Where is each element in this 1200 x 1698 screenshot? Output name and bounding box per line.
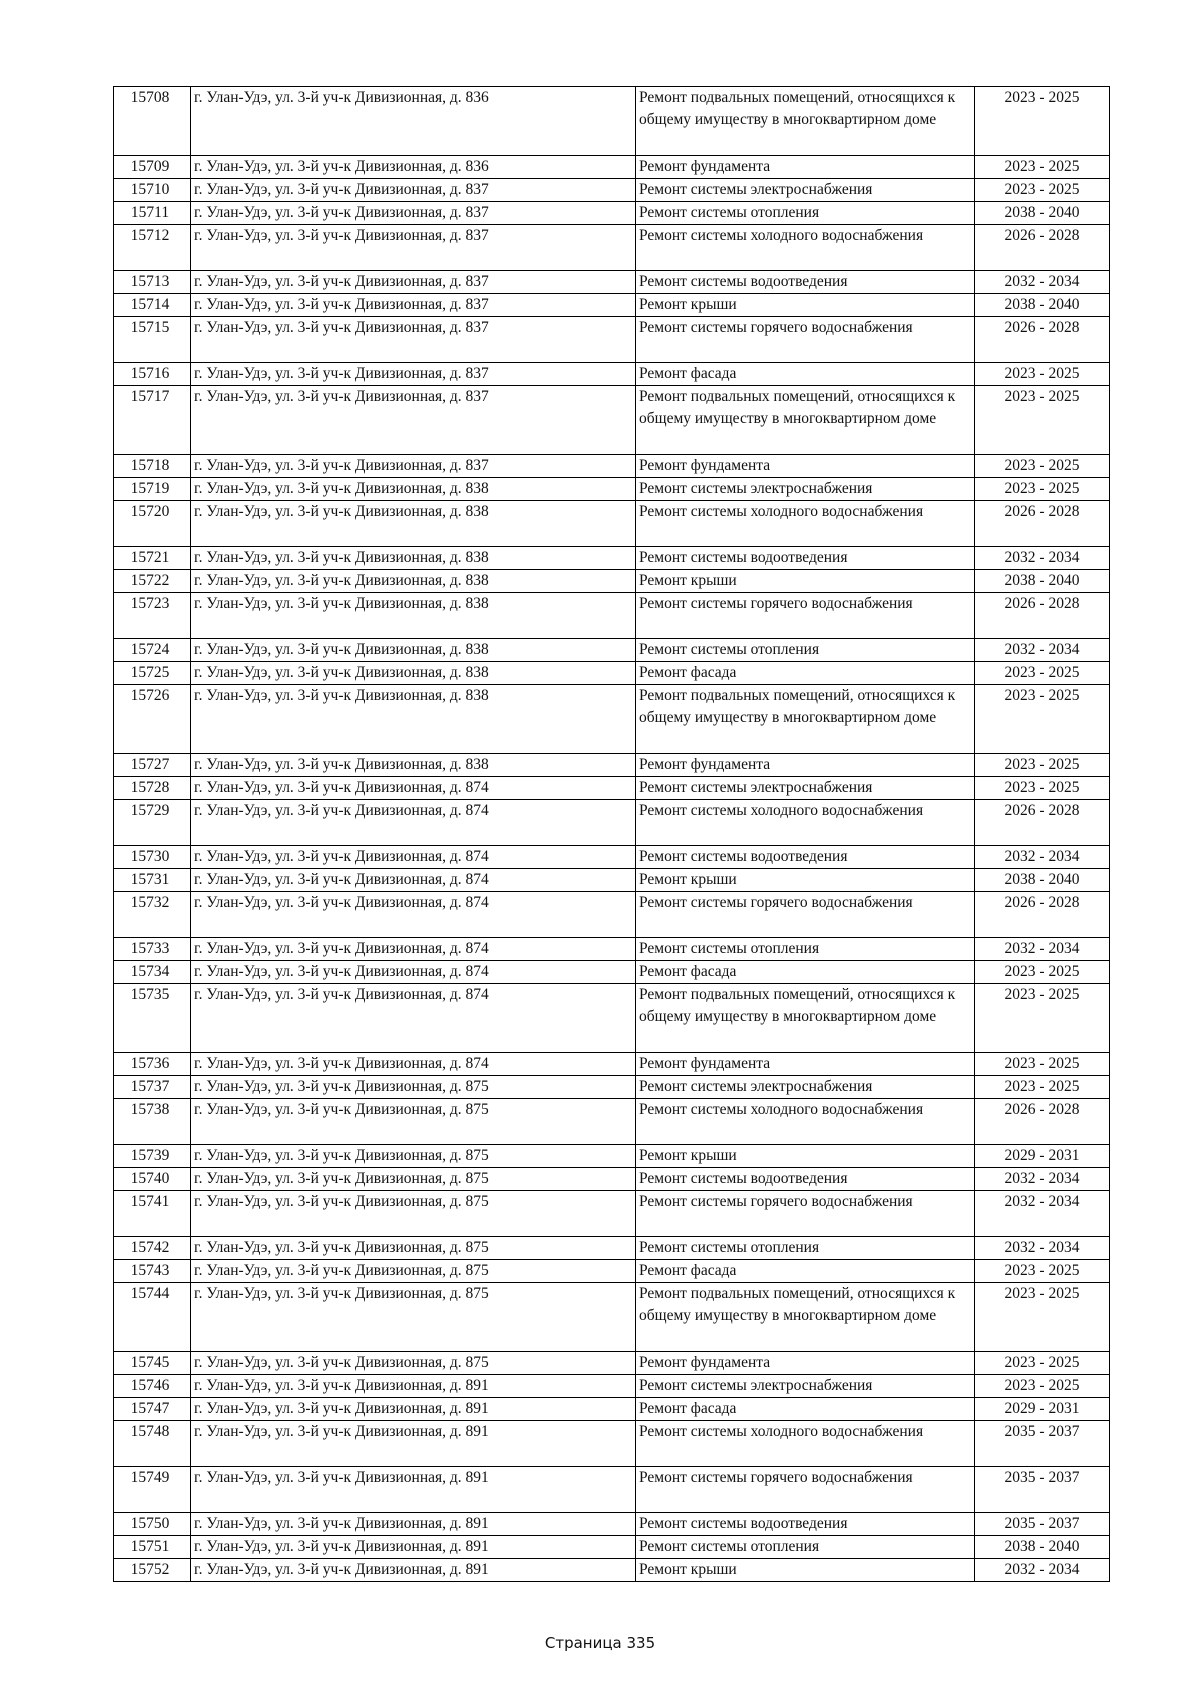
work-type-cell: Ремонт системы электроснабжения — [636, 1076, 975, 1099]
row-number-cell: 15751 — [114, 1536, 191, 1559]
work-type-cell: Ремонт системы водоотведения — [636, 271, 975, 294]
address-cell: г. Улан-Удэ, ул. 3-й уч-к Дивизионная, д. 837 — [191, 202, 636, 225]
row-number-cell: 15733 — [114, 938, 191, 961]
table-row — [114, 455, 1110, 478]
address-cell: г. Улан-Удэ, ул. 3-й уч-к Дивизионная, д. 874 — [191, 1053, 636, 1076]
period-cell: 2023 - 2025 — [975, 685, 1110, 754]
period-cell: 2029 - 2031 — [975, 1398, 1110, 1421]
address-cell: г. Улан-Удэ, ул. 3-й уч-к Дивизионная, д. 875 — [191, 1168, 636, 1191]
row-number-cell: 15710 — [114, 179, 191, 202]
work-type-cell: Ремонт системы горячего водоснабжения — [636, 892, 975, 938]
address-cell: г. Улан-Удэ, ул. 3-й уч-к Дивизионная, д. 836 — [191, 156, 636, 179]
period-cell: 2023 - 2025 — [975, 1076, 1110, 1099]
table-row — [114, 685, 1110, 754]
repair-schedule-table — [113, 86, 1110, 1582]
period-cell: 2023 - 2025 — [975, 984, 1110, 1053]
table-row — [114, 1076, 1110, 1099]
period-cell: 2029 - 2031 — [975, 1145, 1110, 1168]
table-row — [114, 1467, 1110, 1513]
period-cell: 2032 - 2034 — [975, 1168, 1110, 1191]
table-row — [114, 1145, 1110, 1168]
period-cell: 2023 - 2025 — [975, 179, 1110, 202]
table-row — [114, 386, 1110, 455]
work-type-cell: Ремонт системы водоотведения — [636, 1168, 975, 1191]
period-cell: 2026 - 2028 — [975, 892, 1110, 938]
period-cell: 2023 - 2025 — [975, 1260, 1110, 1283]
period-cell: 2026 - 2028 — [975, 1099, 1110, 1145]
period-cell: 2023 - 2025 — [975, 1283, 1110, 1352]
work-type-cell: Ремонт подвальных помещений, относящихся к общему имуществу в многоквартирном доме — [636, 87, 975, 156]
work-type-cell: Ремонт подвальных помещений, относящихся к общему имуществу в многоквартирном доме — [636, 1283, 975, 1352]
row-number-cell: 15735 — [114, 984, 191, 1053]
table-row — [114, 179, 1110, 202]
period-cell: 2023 - 2025 — [975, 478, 1110, 501]
table-row — [114, 984, 1110, 1053]
table-row — [114, 87, 1110, 156]
period-cell: 2023 - 2025 — [975, 777, 1110, 800]
row-number-cell: 15708 — [114, 87, 191, 156]
work-type-cell: Ремонт системы холодного водоснабжения — [636, 501, 975, 547]
work-type-cell: Ремонт подвальных помещений, относящихся к общему имуществу в многоквартирном доме — [636, 386, 975, 455]
period-cell: 2038 - 2040 — [975, 570, 1110, 593]
period-cell: 2023 - 2025 — [975, 1053, 1110, 1076]
table-row — [114, 570, 1110, 593]
period-cell: 2038 - 2040 — [975, 869, 1110, 892]
row-number-cell: 15718 — [114, 455, 191, 478]
row-number-cell: 15712 — [114, 225, 191, 271]
period-cell: 2026 - 2028 — [975, 800, 1110, 846]
address-cell: г. Улан-Удэ, ул. 3-й уч-к Дивизионная, д. 838 — [191, 754, 636, 777]
table-row — [114, 846, 1110, 869]
work-type-cell: Ремонт фундамента — [636, 1352, 975, 1375]
table-row — [114, 869, 1110, 892]
period-cell: 2032 - 2034 — [975, 547, 1110, 570]
period-cell: 2038 - 2040 — [975, 1536, 1110, 1559]
address-cell: г. Улан-Удэ, ул. 3-й уч-к Дивизионная, д. 838 — [191, 593, 636, 639]
table-row — [114, 156, 1110, 179]
row-number-cell: 15732 — [114, 892, 191, 938]
work-type-cell: Ремонт системы холодного водоснабжения — [636, 800, 975, 846]
table-row — [114, 294, 1110, 317]
period-cell: 2023 - 2025 — [975, 455, 1110, 478]
row-number-cell: 15721 — [114, 547, 191, 570]
row-number-cell: 15726 — [114, 685, 191, 754]
table-row — [114, 1099, 1110, 1145]
work-type-cell: Ремонт системы холодного водоснабжения — [636, 225, 975, 271]
period-cell: 2035 - 2037 — [975, 1421, 1110, 1467]
address-cell: г. Улан-Удэ, ул. 3-й уч-к Дивизионная, д. 874 — [191, 777, 636, 800]
table-row — [114, 1191, 1110, 1237]
period-cell: 2026 - 2028 — [975, 593, 1110, 639]
address-cell: г. Улан-Удэ, ул. 3-й уч-к Дивизионная, д. 838 — [191, 570, 636, 593]
period-cell: 2032 - 2034 — [975, 1237, 1110, 1260]
table-row — [114, 363, 1110, 386]
work-type-cell: Ремонт подвальных помещений, относящихся к общему имуществу в многоквартирном доме — [636, 984, 975, 1053]
period-cell: 2026 - 2028 — [975, 501, 1110, 547]
work-type-cell: Ремонт системы отопления — [636, 202, 975, 225]
work-type-cell: Ремонт системы горячего водоснабжения — [636, 1191, 975, 1237]
work-type-cell: Ремонт системы отопления — [636, 1237, 975, 1260]
work-type-cell: Ремонт фундамента — [636, 156, 975, 179]
address-cell: г. Улан-Удэ, ул. 3-й уч-к Дивизионная, д. 837 — [191, 317, 636, 363]
table-row — [114, 1260, 1110, 1283]
row-number-cell: 15738 — [114, 1099, 191, 1145]
period-cell: 2023 - 2025 — [975, 386, 1110, 455]
period-cell: 2038 - 2040 — [975, 202, 1110, 225]
address-cell: г. Улан-Удэ, ул. 3-й уч-к Дивизионная, д. 837 — [191, 386, 636, 455]
table-row — [114, 777, 1110, 800]
address-cell: г. Улан-Удэ, ул. 3-й уч-к Дивизионная, д. 838 — [191, 501, 636, 547]
row-number-cell: 15750 — [114, 1513, 191, 1536]
address-cell: г. Улан-Удэ, ул. 3-й уч-к Дивизионная, д. 836 — [191, 87, 636, 156]
address-cell: г. Улан-Удэ, ул. 3-й уч-к Дивизионная, д. 891 — [191, 1467, 636, 1513]
work-type-cell: Ремонт системы горячего водоснабжения — [636, 593, 975, 639]
row-number-cell: 15711 — [114, 202, 191, 225]
period-cell: 2035 - 2037 — [975, 1513, 1110, 1536]
row-number-cell: 15752 — [114, 1559, 191, 1582]
table-row — [114, 1168, 1110, 1191]
table-row — [114, 1536, 1110, 1559]
address-cell: г. Улан-Удэ, ул. 3-й уч-к Дивизионная, д. 838 — [191, 478, 636, 501]
row-number-cell: 15715 — [114, 317, 191, 363]
table-row — [114, 1237, 1110, 1260]
row-number-cell: 15723 — [114, 593, 191, 639]
address-cell: г. Улан-Удэ, ул. 3-й уч-к Дивизионная, д. 875 — [191, 1191, 636, 1237]
period-cell: 2023 - 2025 — [975, 363, 1110, 386]
row-number-cell: 15724 — [114, 639, 191, 662]
table-row — [114, 478, 1110, 501]
work-type-cell: Ремонт системы водоотведения — [636, 1513, 975, 1536]
address-cell: г. Улан-Удэ, ул. 3-й уч-к Дивизионная, д. 874 — [191, 892, 636, 938]
work-type-cell: Ремонт системы отопления — [636, 1536, 975, 1559]
work-type-cell: Ремонт фундамента — [636, 754, 975, 777]
period-cell: 2032 - 2034 — [975, 1191, 1110, 1237]
period-cell: 2032 - 2034 — [975, 846, 1110, 869]
work-type-cell: Ремонт системы электроснабжения — [636, 478, 975, 501]
table-row — [114, 1398, 1110, 1421]
address-cell: г. Улан-Удэ, ул. 3-й уч-к Дивизионная, д. 837 — [191, 455, 636, 478]
work-type-cell: Ремонт фасада — [636, 662, 975, 685]
period-cell: 2023 - 2025 — [975, 1375, 1110, 1398]
row-number-cell: 15736 — [114, 1053, 191, 1076]
address-cell: г. Улан-Удэ, ул. 3-й уч-к Дивизионная, д. 837 — [191, 363, 636, 386]
address-cell: г. Улан-Удэ, ул. 3-й уч-к Дивизионная, д. 875 — [191, 1352, 636, 1375]
address-cell: г. Улан-Удэ, ул. 3-й уч-к Дивизионная, д. 837 — [191, 271, 636, 294]
work-type-cell: Ремонт фасада — [636, 1398, 975, 1421]
table-row — [114, 961, 1110, 984]
work-type-cell: Ремонт системы отопления — [636, 938, 975, 961]
table-row — [114, 639, 1110, 662]
table-body — [114, 87, 1110, 1582]
table-row — [114, 1421, 1110, 1467]
row-number-cell: 15722 — [114, 570, 191, 593]
address-cell: г. Улан-Удэ, ул. 3-й уч-к Дивизионная, д. 838 — [191, 639, 636, 662]
row-number-cell: 15740 — [114, 1168, 191, 1191]
address-cell: г. Улан-Удэ, ул. 3-й уч-к Дивизионная, д. 837 — [191, 294, 636, 317]
work-type-cell: Ремонт крыши — [636, 1145, 975, 1168]
row-number-cell: 15729 — [114, 800, 191, 846]
row-number-cell: 15720 — [114, 501, 191, 547]
work-type-cell: Ремонт системы холодного водоснабжения — [636, 1421, 975, 1467]
row-number-cell: 15725 — [114, 662, 191, 685]
row-number-cell: 15739 — [114, 1145, 191, 1168]
address-cell: г. Улан-Удэ, ул. 3-й уч-к Дивизионная, д. 875 — [191, 1076, 636, 1099]
period-cell: 2023 - 2025 — [975, 662, 1110, 685]
table-row — [114, 1375, 1110, 1398]
period-cell: 2038 - 2040 — [975, 294, 1110, 317]
work-type-cell: Ремонт системы электроснабжения — [636, 1375, 975, 1398]
work-type-cell: Ремонт системы холодного водоснабжения — [636, 1099, 975, 1145]
period-cell: 2023 - 2025 — [975, 87, 1110, 156]
row-number-cell: 15731 — [114, 869, 191, 892]
address-cell: г. Улан-Удэ, ул. 3-й уч-к Дивизионная, д. 838 — [191, 662, 636, 685]
address-cell: г. Улан-Удэ, ул. 3-й уч-к Дивизионная, д. 891 — [191, 1421, 636, 1467]
row-number-cell: 15741 — [114, 1191, 191, 1237]
table-row — [114, 662, 1110, 685]
address-cell: г. Улан-Удэ, ул. 3-й уч-к Дивизионная, д. 875 — [191, 1145, 636, 1168]
period-cell: 2035 - 2037 — [975, 1467, 1110, 1513]
table-row — [114, 892, 1110, 938]
row-number-cell: 15717 — [114, 386, 191, 455]
address-cell: г. Улан-Удэ, ул. 3-й уч-к Дивизионная, д. 837 — [191, 179, 636, 202]
address-cell: г. Улан-Удэ, ул. 3-й уч-к Дивизионная, д. 874 — [191, 984, 636, 1053]
address-cell: г. Улан-Удэ, ул. 3-й уч-к Дивизионная, д. 891 — [191, 1559, 636, 1582]
address-cell: г. Улан-Удэ, ул. 3-й уч-к Дивизионная, д. 891 — [191, 1375, 636, 1398]
period-cell: 2023 - 2025 — [975, 1352, 1110, 1375]
period-cell: 2026 - 2028 — [975, 225, 1110, 271]
work-type-cell: Ремонт фасада — [636, 1260, 975, 1283]
table-row — [114, 800, 1110, 846]
row-number-cell: 15749 — [114, 1467, 191, 1513]
table-row — [114, 271, 1110, 294]
address-cell: г. Улан-Удэ, ул. 3-й уч-к Дивизионная, д. 875 — [191, 1237, 636, 1260]
row-number-cell: 15747 — [114, 1398, 191, 1421]
row-number-cell: 15730 — [114, 846, 191, 869]
address-cell: г. Улан-Удэ, ул. 3-й уч-к Дивизионная, д. 874 — [191, 846, 636, 869]
table-row — [114, 938, 1110, 961]
row-number-cell: 15748 — [114, 1421, 191, 1467]
address-cell: г. Улан-Удэ, ул. 3-й уч-к Дивизионная, д. 891 — [191, 1536, 636, 1559]
work-type-cell: Ремонт крыши — [636, 1559, 975, 1582]
table-row — [114, 593, 1110, 639]
table-row — [114, 317, 1110, 363]
table-row — [114, 202, 1110, 225]
work-type-cell: Ремонт фасада — [636, 961, 975, 984]
row-number-cell: 15709 — [114, 156, 191, 179]
page-number: Страница 335 — [544, 1634, 656, 1652]
work-type-cell: Ремонт системы водоотведения — [636, 846, 975, 869]
row-number-cell: 15744 — [114, 1283, 191, 1352]
work-type-cell: Ремонт фасада — [636, 363, 975, 386]
row-number-cell: 15716 — [114, 363, 191, 386]
address-cell: г. Улан-Удэ, ул. 3-й уч-к Дивизионная, д. 837 — [191, 225, 636, 271]
address-cell: г. Улан-Удэ, ул. 3-й уч-к Дивизионная, д. 874 — [191, 938, 636, 961]
row-number-cell: 15742 — [114, 1237, 191, 1260]
address-cell: г. Улан-Удэ, ул. 3-й уч-к Дивизионная, д. 875 — [191, 1283, 636, 1352]
table-row — [114, 1053, 1110, 1076]
table-row — [114, 754, 1110, 777]
address-cell: г. Улан-Удэ, ул. 3-й уч-к Дивизионная, д. 875 — [191, 1099, 636, 1145]
period-cell: 2032 - 2034 — [975, 639, 1110, 662]
period-cell: 2023 - 2025 — [975, 961, 1110, 984]
address-cell: г. Улан-Удэ, ул. 3-й уч-к Дивизионная, д. 874 — [191, 961, 636, 984]
work-type-cell: Ремонт системы отопления — [636, 639, 975, 662]
table-row — [114, 547, 1110, 570]
address-cell: г. Улан-Удэ, ул. 3-й уч-к Дивизионная, д. 891 — [191, 1398, 636, 1421]
row-number-cell: 15713 — [114, 271, 191, 294]
row-number-cell: 15719 — [114, 478, 191, 501]
period-cell: 2023 - 2025 — [975, 754, 1110, 777]
row-number-cell: 15727 — [114, 754, 191, 777]
period-cell: 2026 - 2028 — [975, 317, 1110, 363]
period-cell: 2032 - 2034 — [975, 938, 1110, 961]
work-type-cell: Ремонт фундамента — [636, 1053, 975, 1076]
table-row — [114, 501, 1110, 547]
work-type-cell: Ремонт системы электроснабжения — [636, 777, 975, 800]
work-type-cell: Ремонт системы электроснабжения — [636, 179, 975, 202]
work-type-cell: Ремонт системы горячего водоснабжения — [636, 317, 975, 363]
work-type-cell: Ремонт системы горячего водоснабжения — [636, 1467, 975, 1513]
address-cell: г. Улан-Удэ, ул. 3-й уч-к Дивизионная, д. 838 — [191, 547, 636, 570]
row-number-cell: 15737 — [114, 1076, 191, 1099]
period-cell: 2023 - 2025 — [975, 156, 1110, 179]
table-row — [114, 1352, 1110, 1375]
period-cell: 2032 - 2034 — [975, 1559, 1110, 1582]
address-cell: г. Улан-Удэ, ул. 3-й уч-к Дивизионная, д. 875 — [191, 1260, 636, 1283]
row-number-cell: 15743 — [114, 1260, 191, 1283]
address-cell: г. Улан-Удэ, ул. 3-й уч-к Дивизионная, д. 891 — [191, 1513, 636, 1536]
work-type-cell: Ремонт фундамента — [636, 455, 975, 478]
table-row — [114, 225, 1110, 271]
row-number-cell: 15714 — [114, 294, 191, 317]
table-row — [114, 1559, 1110, 1582]
address-cell: г. Улан-Удэ, ул. 3-й уч-к Дивизионная, д. 874 — [191, 869, 636, 892]
work-type-cell: Ремонт крыши — [636, 570, 975, 593]
work-type-cell: Ремонт крыши — [636, 869, 975, 892]
row-number-cell: 15746 — [114, 1375, 191, 1398]
table-row — [114, 1513, 1110, 1536]
work-type-cell: Ремонт системы водоотведения — [636, 547, 975, 570]
row-number-cell: 15745 — [114, 1352, 191, 1375]
row-number-cell: 15728 — [114, 777, 191, 800]
work-type-cell: Ремонт подвальных помещений, относящихся к общему имуществу в многоквартирном доме — [636, 685, 975, 754]
period-cell: 2032 - 2034 — [975, 271, 1110, 294]
work-type-cell: Ремонт крыши — [636, 294, 975, 317]
address-cell: г. Улан-Удэ, ул. 3-й уч-к Дивизионная, д. 838 — [191, 685, 636, 754]
address-cell: г. Улан-Удэ, ул. 3-й уч-к Дивизионная, д. 874 — [191, 800, 636, 846]
row-number-cell: 15734 — [114, 961, 191, 984]
table-row — [114, 1283, 1110, 1352]
